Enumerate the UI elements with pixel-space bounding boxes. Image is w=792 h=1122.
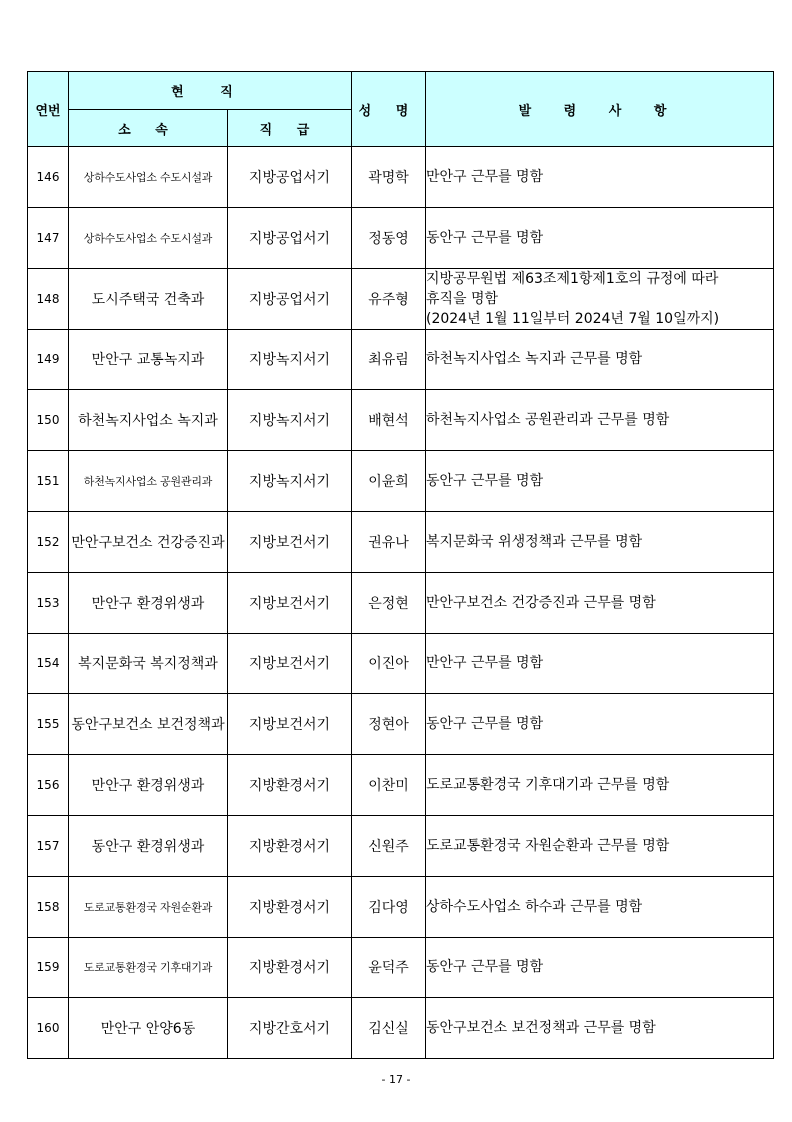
row-order <box>426 329 774 390</box>
row-department: 도로교통환경국 기후대기과 <box>69 937 228 998</box>
row-order <box>426 451 774 512</box>
row-name: 유주형 <box>352 268 426 329</box>
row-name: 배현석 <box>352 390 426 451</box>
row-order <box>426 572 774 633</box>
table-body <box>28 147 774 1059</box>
order-line: 도로교통환경국 기후대기과 근무를 명함 <box>426 777 670 794</box>
row-order <box>426 876 774 937</box>
row-number: 146 <box>28 147 69 208</box>
header-order: 발 령 사 항 <box>426 72 774 147</box>
row-name: 이윤희 <box>352 451 426 512</box>
table-row <box>28 815 774 876</box>
table-row <box>28 633 774 694</box>
row-department: 도시주택국 건축과 <box>69 268 228 329</box>
order-line: 도로교통환경국 자원순환과 근무를 명함 <box>426 837 670 854</box>
row-department: 복지문화국 복지정책과 <box>69 633 228 694</box>
row-rank: 지방보건서기 <box>228 633 352 694</box>
header-department: 소 속 <box>69 110 228 147</box>
row-rank: 지방녹지서기 <box>228 390 352 451</box>
row-department: 동안구보건소 보건정책과 <box>69 694 228 755</box>
row-number: 155 <box>28 694 69 755</box>
order-line: 동안구 근무를 명함 <box>426 229 544 246</box>
row-name: 이진아 <box>352 633 426 694</box>
table-row <box>28 755 774 816</box>
row-name: 권유나 <box>352 511 426 572</box>
row-number: 149 <box>28 329 69 390</box>
table-row <box>28 207 774 268</box>
header-no: 연번 <box>28 72 69 147</box>
page-number: - 17 - <box>381 1073 411 1086</box>
row-name: 이찬미 <box>352 755 426 816</box>
order-line: 지방공무원법 제63조제1항제1호의 규정에 따라 <box>426 270 719 287</box>
row-rank: 지방환경서기 <box>228 815 352 876</box>
row-name: 윤덕주 <box>352 937 426 998</box>
row-rank: 지방보건서기 <box>228 572 352 633</box>
row-rank: 지방환경서기 <box>228 937 352 998</box>
header-current-position: 현 직 <box>69 72 352 110</box>
row-number: 154 <box>28 633 69 694</box>
order-line: 동안구 근무를 명함 <box>426 473 544 490</box>
order-line: 하천녹지사업소 공원관리과 근무를 명함 <box>426 412 670 429</box>
row-order <box>426 147 774 208</box>
row-department: 도로교통환경국 자원순환과 <box>69 876 228 937</box>
row-department: 만안구 교통녹지과 <box>69 329 228 390</box>
row-number: 151 <box>28 451 69 512</box>
order-line: 상하수도사업소 하수과 근무를 명함 <box>426 898 643 915</box>
row-order <box>426 390 774 451</box>
table-row <box>28 998 774 1059</box>
row-department: 동안구 환경위생과 <box>69 815 228 876</box>
table-row <box>28 876 774 937</box>
order-line: 복지문화국 위생정책과 근무를 명함 <box>426 533 643 550</box>
order-line: 만안구보건소 건강증진과 근무를 명함 <box>426 594 656 611</box>
row-name: 곽명학 <box>352 147 426 208</box>
table-row <box>28 268 774 329</box>
order-line: 만안구 근무를 명함 <box>426 655 544 672</box>
row-number: 147 <box>28 207 69 268</box>
row-department: 만안구보건소 건강증진과 <box>69 511 228 572</box>
personnel-order-table <box>27 71 774 1059</box>
row-rank: 지방공업서기 <box>228 268 352 329</box>
row-name: 최유림 <box>352 329 426 390</box>
row-number: 148 <box>28 268 69 329</box>
row-rank: 지방보건서기 <box>228 511 352 572</box>
row-rank: 지방녹지서기 <box>228 451 352 512</box>
row-rank: 지방간호서기 <box>228 998 352 1059</box>
order-line: 하천녹지사업소 녹지과 근무를 명함 <box>426 351 643 368</box>
header-name: 성 명 <box>352 72 426 147</box>
row-number: 157 <box>28 815 69 876</box>
row-number: 160 <box>28 998 69 1059</box>
header-rank: 직 급 <box>228 110 352 147</box>
row-number: 158 <box>28 876 69 937</box>
row-name: 신원주 <box>352 815 426 876</box>
row-number: 152 <box>28 511 69 572</box>
row-number: 153 <box>28 572 69 633</box>
row-name: 정현아 <box>352 694 426 755</box>
row-order <box>426 998 774 1059</box>
row-name: 김다영 <box>352 876 426 937</box>
row-department: 하천녹지사업소 공원관리과 <box>69 451 228 512</box>
table-row <box>28 937 774 998</box>
row-rank: 지방보건서기 <box>228 694 352 755</box>
row-rank: 지방공업서기 <box>228 147 352 208</box>
row-rank: 지방환경서기 <box>228 755 352 816</box>
row-order <box>426 937 774 998</box>
row-number: 159 <box>28 937 69 998</box>
row-name: 정동영 <box>352 207 426 268</box>
row-order <box>426 694 774 755</box>
order-line: 동안구 근무를 명함 <box>426 959 544 976</box>
row-order <box>426 815 774 876</box>
row-rank: 지방녹지서기 <box>228 329 352 390</box>
table-header <box>28 72 774 147</box>
row-name: 김신실 <box>352 998 426 1059</box>
row-order <box>426 207 774 268</box>
table-row <box>28 147 774 208</box>
order-line: 동안구 근무를 명함 <box>426 716 544 733</box>
order-line: (2024년 1월 11일부터 2024년 7월 10일까지) <box>426 310 720 327</box>
row-number: 150 <box>28 390 69 451</box>
row-name: 은정현 <box>352 572 426 633</box>
row-department: 만안구 안양6동 <box>69 998 228 1059</box>
row-rank: 지방공업서기 <box>228 207 352 268</box>
row-department: 하천녹지사업소 녹지과 <box>69 390 228 451</box>
row-department: 만안구 환경위생과 <box>69 572 228 633</box>
row-department: 상하수도사업소 수도시설과 <box>69 147 228 208</box>
row-order <box>426 755 774 816</box>
row-department: 만안구 환경위생과 <box>69 755 228 816</box>
row-order <box>426 511 774 572</box>
table-row <box>28 511 774 572</box>
row-rank: 지방환경서기 <box>228 876 352 937</box>
order-line: 만안구 근무를 명함 <box>426 168 544 185</box>
table-row <box>28 390 774 451</box>
table-row <box>28 451 774 512</box>
table-row <box>28 329 774 390</box>
order-line: 휴직을 명함 <box>426 290 499 307</box>
row-department: 상하수도사업소 수도시설과 <box>69 207 228 268</box>
row-number: 156 <box>28 755 69 816</box>
table-row <box>28 694 774 755</box>
row-order <box>426 633 774 694</box>
table-row <box>28 572 774 633</box>
order-line: 동안구보건소 보건정책과 근무를 명함 <box>426 1020 656 1037</box>
row-order <box>426 268 774 329</box>
